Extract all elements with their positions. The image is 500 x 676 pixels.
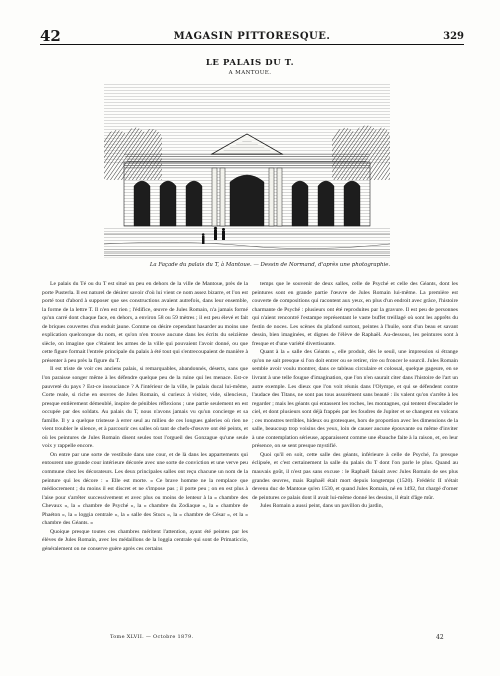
header-title: MAGASIN PITTORESQUE. (173, 31, 331, 42)
article-title: LE PALAIS DU T. (205, 58, 295, 68)
page-number: 329 (443, 31, 464, 42)
header-left-number: 42 (40, 27, 61, 45)
paragraph: temps que le souvenir de deux salles, celle de Psyché et celle des Géants, dont les peintures sont en grande partie l'œuvre de Jules Romain lui-même. La première est couverte de compositions qui racontent aux yeux, en plus d'un endroit avec grâce, l'histoire charmante de Psyché : plusieurs ont été reproduites par la gravure. Il est peu de personnes qui n'aient rencontré l'estampe représentant le vaste buffet treillagé où sont les apprêts du festin de noces. Les scènes du plafond surtout, peintes à l'huile, sont d'un beau et savant dessin, bien imaginées, et dignes de l'élève de Raphaël. Au-dessous, les peintures sont à fresque et d'une variété divertissante. (252, 281, 458, 347)
right-column (252, 280, 458, 511)
running-header (40, 26, 464, 45)
volume-line: Tome XLVII. — Octobre 1879. (110, 634, 194, 640)
paragraph: Quant à la « salle des Géants », elle produit, dès le seuil, une impression si étrange qu'on ne sait presque si l'on doit entrer ou se retirer, rire ou froncer le sourcil. Jules Romain semble avoir voulu montrer, dans ce tableau circulaire et colossal, quelque gageure, en se livrant à une telle fougue d'imagination, que l'on n'en saurait citer dans l'histoire de l'art un autre exemple. Les dieux que l'on voit réunis dans l'Olympe, et qui se défendent contre l'audace des Titans, ne sont pas tous assurément sans beauté : ils valent qu'on s'arrête à les regarder ; mais les géants qui entassent les roches, les montagnes, qui tentent d'escalader le ciel, et dont plusieurs sont déjà frappés par les foudres de Jupiter et se changent en volcans ; ces monstres terribles, hideux ou grotesques, hors de proportion avec les dimensions de la salle, beaucoup trop voisins des yeux, loin de causer aucune épouvante ou même d'inviter à une contemplation sérieuse, apparaissent comme une ébauche faite à la raison, et, en leur présence, on se sent presque mystifié. (252, 349, 458, 450)
palace-engraving (104, 84, 390, 258)
paragraph: Jules Romain a aussi peint, dans un pavillon du jardin, (260, 503, 383, 510)
paragraph: Il est triste de voir ces anciens palais, si remarquables, abandonnés, déserts, sans que l'on paraisse songer même à les défendre quelque peu de la ruine qui les menace. Est-ce pauvreté du pays ? Est-ce insouciance ? A l'intérieur de la ville, le palais ducal lui-même, Corte reale, si riche en œuvres de Jules Romain, si curieux à visiter, vide, silencieux, presque entièrement démeublé, inspire de pénibles réflexions ; une partie seulement en est occupée par des soldats. Au palais du T, nous n'avons jamais vu qu'un concierge et sa famille. Il y a quelque tristesse à errer seul au milieu de ces longues galeries où rien ne vient troubler le silence, et à parcourir ces salles où tant de chefs-d'œuvre ont été peints, et où les peintures de Jules Romain disent seules tout l'orgueil des Gonzague qu'une seule voix y rappelle encore. (42, 366, 248, 450)
paragraph: Le palais du Té ou du T est situé un peu en dehors de la ville de Mantoue, près de la porte Pusterla. Il est naturel de désirer savoir d'où lui vient ce nom assez bizarre, et l'on est porté tout d'abord à supposer que ses constructions avaient autrefois, dans leur ensemble, la forme de la lettre T. Il n'en est rien ; l'édifice, œuvre de Jules Romain, n'a jamais formé qu'un carré dont chaque face, en dehors, a environ 58 ou 59 mètres ; il est peu élevé et fait de briques couvertes d'un enduit jaune. Comme on désire cependant hasarder au moins une explication quelconque du nom, et qu'on n'en trouve aucune dans les écrits du seizième siècle, on imagine que c'étaient les armes de la ville qui pouvaient l'avoir donné, ou que cette figure formait l'entrée principale du palais à été tout qui s'entrecoupaient de manière à présenter à peu près la figure du T. (42, 281, 248, 364)
paragraph: Quoique presque toutes ces chambres méritent l'attention, ayant été peintes par les élèves de Jules Romain, avec les médaillons de la loggia centrale qui sont de Primaticcio, généralement on ne conserve guère après ces certains (42, 528, 248, 552)
paragraph: On entre par une sorte de vestibule dans une cour, et de là dans les appartements qui entourent une grande cour intérieure décorée avec une sorte de conviction et une verve peu commune chez les décorateurs. Les deux principales salles ont reçu chacune un nom de la peinture qui les décore : « Elle est morte. » Ce brave homme ne la remplace que médiocrement ; du moins il est discret et ne s'impose pas ; il porte peu ; on en est plus à l'aise pour s'arrêter successivement et avec plus ou moins de lenteur à la « chambre des Chevaux », la « chambre de Psyché », la « chambre du Zodiaque », la « chambre de Phaéton », la « loggia centrale », la « salle des Stucs », la « chambre de César », et la « chambre des Géants. » (42, 451, 248, 527)
image-caption: La Façade du palais du T, à Mantoue. — Dessin de Normand, d'après une photographie. (149, 262, 391, 268)
article-subtitle: A MANTOUE. (228, 70, 272, 76)
paragraph: Quoi qu'il en soit, cette salle des géants, inférieure à celle de Psyché, l'a presque éclipsée, et c'est certainement la salle du palais du T dont l'on parle le plus. Quand au mauvais goût, il n'est pas sans excuse : le Raphaël faisait avec Jules Romain de ses plus grandes œuvres, mais Raphaël était mort depuis longtemps (1520). Frédéric II n'était devenu duc de Mantoue qu'en 1530, et quand Jules Romain, né en 1492, fut chargé d'orner de peintures ce palais dont il avait lui-même donné les dessins, il était d'âge mûr. (252, 451, 458, 501)
signature-mark: 42 (436, 634, 444, 641)
left-column (42, 280, 248, 554)
